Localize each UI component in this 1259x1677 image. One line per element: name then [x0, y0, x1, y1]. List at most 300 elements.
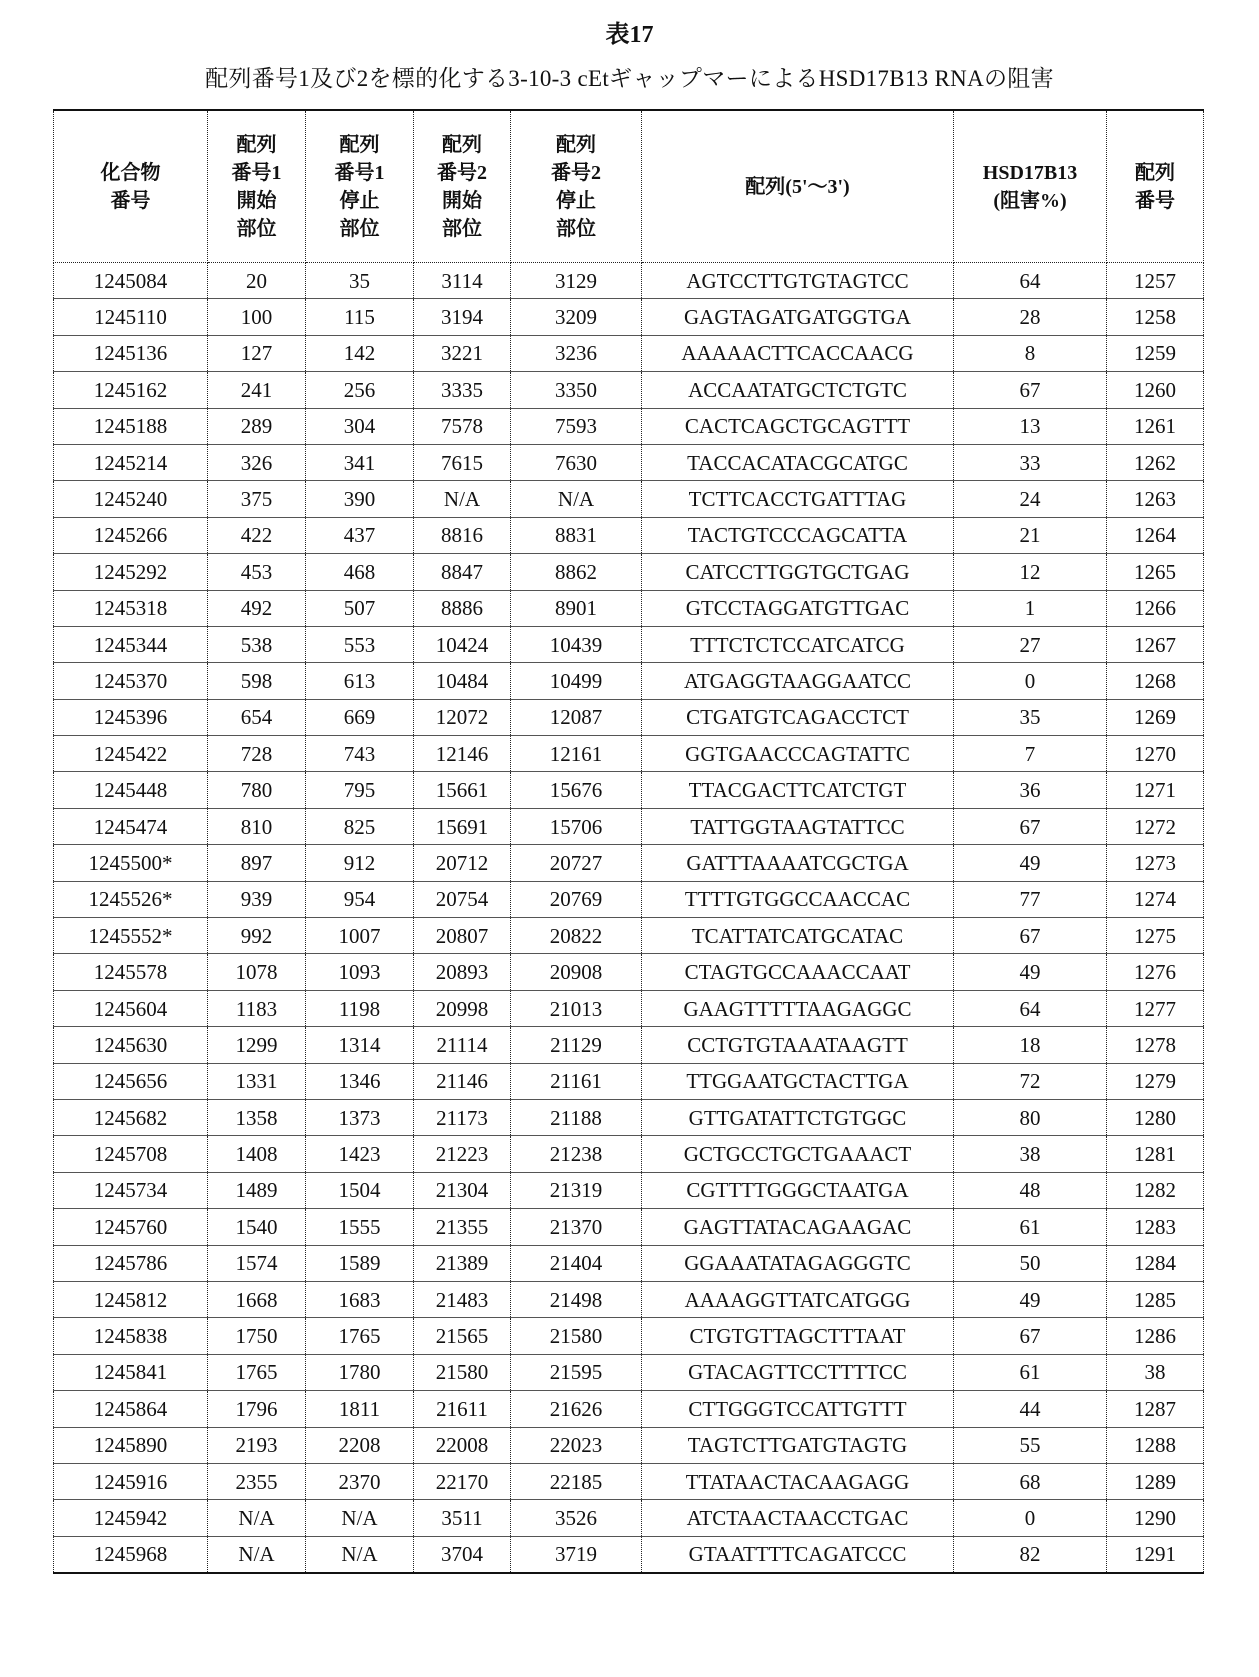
cell-seq2-start: 22170 [414, 1463, 511, 1499]
cell-inhibition-percent: 67 [954, 808, 1107, 844]
cell-inhibition-percent: 49 [954, 1281, 1107, 1317]
header-line: 配列 [556, 133, 596, 156]
cell-compound-number: 1245396 [54, 699, 208, 735]
cell-compound-number: 1245578 [54, 954, 208, 990]
cell-seq1-start: 20 [208, 263, 306, 299]
cell-seq1-stop: N/A [306, 1536, 414, 1573]
header-line: 停止 [556, 189, 596, 212]
cell-seq1-stop: 1314 [306, 1027, 414, 1063]
cell-seq1-start: 1358 [208, 1099, 306, 1135]
table-row [54, 517, 1204, 553]
cell-seq-id-number: 1290 [1107, 1500, 1204, 1536]
cell-seq-id-number: 1289 [1107, 1463, 1204, 1499]
cell-seq-id-number: 1279 [1107, 1063, 1204, 1099]
cell-sequence: GTCCTAGGATGTTGAC [642, 590, 954, 626]
cell-seq1-start: 127 [208, 335, 306, 371]
header-line: 配列 [1135, 161, 1175, 184]
cell-seq2-start: 20712 [414, 845, 511, 881]
cell-seq1-start: 453 [208, 554, 306, 590]
cell-compound-number: 1245474 [54, 808, 208, 844]
cell-seq1-stop: 954 [306, 881, 414, 917]
cell-sequence: CATCCTTGGTGCTGAG [642, 554, 954, 590]
cell-compound-number: 1245266 [54, 517, 208, 553]
cell-seq2-stop: 21238 [511, 1136, 642, 1172]
cell-sequence: GGTGAACCCAGTATTC [642, 736, 954, 772]
cell-seq1-start: 2355 [208, 1463, 306, 1499]
cell-compound-number: 1245838 [54, 1318, 208, 1354]
cell-seq2-start: 3335 [414, 372, 511, 408]
cell-sequence: AAAAACTTCACCAACG [642, 335, 954, 371]
header-seq-id-number [1107, 110, 1204, 263]
cell-inhibition-percent: 67 [954, 1318, 1107, 1354]
cell-seq1-stop: 1346 [306, 1063, 414, 1099]
cell-seq1-stop: 825 [306, 808, 414, 844]
cell-seq-id-number: 1262 [1107, 444, 1204, 480]
cell-seq1-stop: 613 [306, 663, 414, 699]
cell-seq1-start: 897 [208, 845, 306, 881]
cell-seq1-stop: 115 [306, 299, 414, 335]
cell-seq1-stop: 35 [306, 263, 414, 299]
cell-sequence: ATCTAACTAACCTGAC [642, 1500, 954, 1536]
cell-seq2-stop: 8862 [511, 554, 642, 590]
cell-inhibition-percent: 35 [954, 699, 1107, 735]
cell-inhibition-percent: 64 [954, 263, 1107, 299]
header-compound-number [54, 110, 208, 263]
header-line: HSD17B13 [982, 161, 1078, 184]
cell-seq1-start: 1540 [208, 1209, 306, 1245]
cell-seq1-stop: 507 [306, 590, 414, 626]
table-row [54, 626, 1204, 662]
table-row [54, 772, 1204, 808]
cell-seq2-stop: 3526 [511, 1500, 642, 1536]
cell-inhibition-percent: 28 [954, 299, 1107, 335]
cell-inhibition-percent: 24 [954, 481, 1107, 517]
table-row [54, 1391, 1204, 1427]
cell-sequence: GATTTAAAATCGCTGA [642, 845, 954, 881]
cell-seq-id-number: 1271 [1107, 772, 1204, 808]
cell-seq2-start: 3221 [414, 335, 511, 371]
table-caption: 配列番号1及び2を標的化する3-10-3 cEtギャップマーによるHSD17B13 RNAの阻害 [205, 66, 1054, 91]
cell-seq-id-number: 1275 [1107, 918, 1204, 954]
table-row [54, 444, 1204, 480]
cell-sequence: GAGTAGATGATGGTGA [642, 299, 954, 335]
cell-compound-number: 1245162 [54, 372, 208, 408]
cell-inhibition-percent: 61 [954, 1354, 1107, 1390]
cell-sequence: TTTTGTGGCCAACCAC [642, 881, 954, 917]
cell-inhibition-percent: 13 [954, 408, 1107, 444]
header-sequence [642, 110, 954, 263]
table-row [54, 481, 1204, 517]
cell-seq2-start: 15661 [414, 772, 511, 808]
table-number: 表17 [605, 22, 654, 48]
cell-compound-number: 1245422 [54, 736, 208, 772]
table-row [54, 954, 1204, 990]
cell-seq-id-number: 1280 [1107, 1099, 1204, 1135]
cell-seq2-stop: 21626 [511, 1391, 642, 1427]
table-row [54, 1136, 1204, 1172]
cell-inhibition-percent: 67 [954, 372, 1107, 408]
cell-seq2-stop: 8901 [511, 590, 642, 626]
cell-inhibition-percent: 67 [954, 918, 1107, 954]
table-row [54, 335, 1204, 371]
table-row [54, 699, 1204, 735]
cell-seq1-start: 1765 [208, 1354, 306, 1390]
cell-seq1-start: 1489 [208, 1172, 306, 1208]
cell-seq2-start: 8816 [414, 517, 511, 553]
cell-inhibition-percent: 38 [954, 1136, 1107, 1172]
cell-seq-id-number: 1264 [1107, 517, 1204, 553]
cell-seq2-stop: 20908 [511, 954, 642, 990]
table-row [54, 1063, 1204, 1099]
cell-seq1-start: 780 [208, 772, 306, 808]
header-line: 番号2 [551, 161, 601, 184]
cell-seq1-stop: 795 [306, 772, 414, 808]
cell-seq1-stop: 1373 [306, 1099, 414, 1135]
cell-seq1-start: 422 [208, 517, 306, 553]
cell-seq2-start: 21304 [414, 1172, 511, 1208]
cell-compound-number: 1245448 [54, 772, 208, 808]
cell-seq2-stop: 12161 [511, 736, 642, 772]
cell-seq1-start: 492 [208, 590, 306, 626]
cell-seq2-start: 8886 [414, 590, 511, 626]
cell-seq2-stop: 20727 [511, 845, 642, 881]
table-row [54, 1209, 1204, 1245]
cell-sequence: TCATTATCATGCATAC [642, 918, 954, 954]
cell-sequence: TTATAACTACAAGAGG [642, 1463, 954, 1499]
cell-inhibition-percent: 55 [954, 1427, 1107, 1463]
cell-seq-id-number: 1267 [1107, 626, 1204, 662]
cell-compound-number: 1245760 [54, 1209, 208, 1245]
cell-sequence: GAGTTATACAGAAGAC [642, 1209, 954, 1245]
cell-compound-number: 1245841 [54, 1354, 208, 1390]
table-row [54, 1027, 1204, 1063]
cell-compound-number: 1245370 [54, 663, 208, 699]
cell-seq2-stop: 3719 [511, 1536, 642, 1573]
cell-inhibition-percent: 68 [954, 1463, 1107, 1499]
inhibition-table [53, 109, 1204, 1574]
cell-seq-id-number: 1283 [1107, 1209, 1204, 1245]
cell-compound-number: 1245526* [54, 881, 208, 917]
cell-seq2-stop: 21013 [511, 990, 642, 1026]
table-row [54, 1172, 1204, 1208]
cell-seq2-stop: 21370 [511, 1209, 642, 1245]
cell-compound-number: 1245916 [54, 1463, 208, 1499]
cell-sequence: CGTTTTGGGCTAATGA [642, 1172, 954, 1208]
cell-seq1-stop: 1093 [306, 954, 414, 990]
cell-inhibition-percent: 1 [954, 590, 1107, 626]
cell-seq-id-number: 1288 [1107, 1427, 1204, 1463]
cell-seq1-start: 992 [208, 918, 306, 954]
cell-seq2-start: 21389 [414, 1245, 511, 1281]
cell-compound-number: 1245318 [54, 590, 208, 626]
header-line: 開始 [236, 189, 277, 212]
cell-seq1-stop: 2208 [306, 1427, 414, 1463]
cell-seq2-stop: 21404 [511, 1245, 642, 1281]
cell-inhibition-percent: 7 [954, 736, 1107, 772]
cell-seq-id-number: 1265 [1107, 554, 1204, 590]
cell-seq1-start: 375 [208, 481, 306, 517]
cell-seq-id-number: 1266 [1107, 590, 1204, 626]
cell-seq-id-number: 1269 [1107, 699, 1204, 735]
cell-seq-id-number: 1281 [1107, 1136, 1204, 1172]
cell-seq1-start: 1078 [208, 954, 306, 990]
cell-compound-number: 1245552* [54, 918, 208, 954]
cell-seq-id-number: 1278 [1107, 1027, 1204, 1063]
cell-inhibition-percent: 61 [954, 1209, 1107, 1245]
cell-seq2-start: 21223 [414, 1136, 511, 1172]
cell-sequence: GAAGTTTTTAAGAGGC [642, 990, 954, 1026]
cell-inhibition-percent: 21 [954, 517, 1107, 553]
cell-sequence: GGAAATATAGAGGGTC [642, 1245, 954, 1281]
cell-sequence: CTAGTGCCAAACCAAT [642, 954, 954, 990]
cell-compound-number: 1245734 [54, 1172, 208, 1208]
cell-sequence: TACTGTCCCAGCATTA [642, 517, 954, 553]
table-row [54, 1099, 1204, 1135]
cell-compound-number: 1245214 [54, 444, 208, 480]
cell-sequence: TCTTCACCTGATTTAG [642, 481, 954, 517]
cell-sequence: TATTGGTAAGTATTCC [642, 808, 954, 844]
cell-sequence: GTAATTTTCAGATCCC [642, 1536, 954, 1573]
cell-seq1-stop: 1198 [306, 990, 414, 1026]
table-row [54, 881, 1204, 917]
cell-seq2-stop: 12087 [511, 699, 642, 735]
cell-seq1-start: 1574 [208, 1245, 306, 1281]
cell-seq-id-number: 1258 [1107, 299, 1204, 335]
cell-sequence: GTACAGTTCCTTTTCC [642, 1354, 954, 1390]
cell-inhibition-percent: 44 [954, 1391, 1107, 1427]
header-line: 配列 [339, 133, 380, 156]
header-line: (阻害%) [993, 189, 1067, 212]
cell-inhibition-percent: 80 [954, 1099, 1107, 1135]
cell-seq1-start: 728 [208, 736, 306, 772]
cell-seq2-start: 3511 [414, 1500, 511, 1536]
cell-seq1-stop: 468 [306, 554, 414, 590]
header-line: 部位 [236, 217, 277, 240]
header-line: 部位 [442, 217, 482, 240]
table-row [54, 845, 1204, 881]
cell-seq-id-number: 1284 [1107, 1245, 1204, 1281]
cell-seq2-stop: 21129 [511, 1027, 642, 1063]
table-row [54, 554, 1204, 590]
table-row [54, 1427, 1204, 1463]
cell-seq1-start: 1668 [208, 1281, 306, 1317]
cell-seq-id-number: 1277 [1107, 990, 1204, 1026]
cell-seq1-stop: 1780 [306, 1354, 414, 1390]
cell-seq2-start: 21483 [414, 1281, 511, 1317]
table-body [54, 263, 1204, 1574]
cell-seq1-start: 289 [208, 408, 306, 444]
table-row [54, 1463, 1204, 1499]
cell-seq2-start: 21146 [414, 1063, 511, 1099]
cell-seq2-stop: 22185 [511, 1463, 642, 1499]
cell-seq2-stop: 21498 [511, 1281, 642, 1317]
table-row [54, 299, 1204, 335]
cell-seq2-start: 20998 [414, 990, 511, 1026]
cell-sequence: TTTCTCTCCATCATCG [642, 626, 954, 662]
cell-seq1-start: 1750 [208, 1318, 306, 1354]
cell-seq2-stop: 3236 [511, 335, 642, 371]
header-line: 部位 [556, 217, 596, 240]
cell-seq1-stop: 1765 [306, 1318, 414, 1354]
cell-seq2-start: 3704 [414, 1536, 511, 1573]
cell-seq2-stop: 21161 [511, 1063, 642, 1099]
cell-seq1-stop: 912 [306, 845, 414, 881]
cell-seq1-start: 654 [208, 699, 306, 735]
cell-sequence: AAAAGGTTATCATGGG [642, 1281, 954, 1317]
table-row [54, 1245, 1204, 1281]
cell-seq2-start: N/A [414, 481, 511, 517]
cell-seq2-stop: 20769 [511, 881, 642, 917]
cell-sequence: GCTGCCTGCTGAAACT [642, 1136, 954, 1172]
cell-inhibition-percent: 50 [954, 1245, 1107, 1281]
cell-seq-id-number: 1268 [1107, 663, 1204, 699]
cell-seq1-stop: 2370 [306, 1463, 414, 1499]
cell-compound-number: 1245344 [54, 626, 208, 662]
cell-seq-id-number: 1282 [1107, 1172, 1204, 1208]
cell-seq2-start: 20807 [414, 918, 511, 954]
cell-seq-id-number: 1287 [1107, 1391, 1204, 1427]
table-row [54, 590, 1204, 626]
cell-compound-number: 1245682 [54, 1099, 208, 1135]
cell-inhibition-percent: 36 [954, 772, 1107, 808]
cell-sequence: CTGTGTTAGCTTTAAT [642, 1318, 954, 1354]
cell-seq2-start: 21355 [414, 1209, 511, 1245]
cell-seq1-start: N/A [208, 1500, 306, 1536]
cell-seq1-start: 1408 [208, 1136, 306, 1172]
cell-seq2-start: 21565 [414, 1318, 511, 1354]
header-inhibition-percent [954, 110, 1107, 263]
header-line: 配列 [442, 133, 482, 156]
header-line: 番号 [110, 189, 151, 212]
cell-compound-number: 1245500* [54, 845, 208, 881]
cell-seq-id-number: 1263 [1107, 481, 1204, 517]
cell-seq2-start: 20754 [414, 881, 511, 917]
cell-seq2-start: 3194 [414, 299, 511, 335]
cell-seq2-stop: N/A [511, 481, 642, 517]
cell-compound-number: 1245812 [54, 1281, 208, 1317]
cell-compound-number: 1245942 [54, 1500, 208, 1536]
cell-seq1-start: 241 [208, 372, 306, 408]
cell-sequence: CCTGTGTAAATAAGTT [642, 1027, 954, 1063]
header-line: 部位 [339, 217, 380, 240]
cell-seq1-stop: 304 [306, 408, 414, 444]
cell-sequence: ACCAATATGCTCTGTC [642, 372, 954, 408]
table-row [54, 663, 1204, 699]
table-row [54, 408, 1204, 444]
cell-seq2-start: 10484 [414, 663, 511, 699]
header-line: 番号2 [437, 161, 487, 184]
cell-seq-id-number: 1260 [1107, 372, 1204, 408]
cell-seq-id-number: 1257 [1107, 263, 1204, 299]
cell-seq-id-number: 1274 [1107, 881, 1204, 917]
cell-seq2-stop: 21188 [511, 1099, 642, 1135]
cell-seq-id-number: 38 [1107, 1354, 1204, 1390]
header-seq1-start [208, 110, 306, 263]
cell-compound-number: 1245110 [54, 299, 208, 335]
cell-seq1-start: 1183 [208, 990, 306, 1026]
cell-seq-id-number: 1273 [1107, 845, 1204, 881]
table-row [54, 918, 1204, 954]
header-seq1-stop [306, 110, 414, 263]
cell-seq1-stop: N/A [306, 1500, 414, 1536]
cell-sequence: CACTCAGCTGCAGTTT [642, 408, 954, 444]
header-line: 配列 [236, 133, 277, 156]
cell-compound-number: 1245786 [54, 1245, 208, 1281]
cell-seq2-stop: 8831 [511, 517, 642, 553]
cell-compound-number: 1245188 [54, 408, 208, 444]
cell-sequence: TTACGACTTCATCTGT [642, 772, 954, 808]
cell-seq2-stop: 21580 [511, 1318, 642, 1354]
cell-seq2-stop: 7593 [511, 408, 642, 444]
cell-inhibition-percent: 8 [954, 335, 1107, 371]
cell-seq1-stop: 1811 [306, 1391, 414, 1427]
cell-seq1-stop: 669 [306, 699, 414, 735]
cell-seq-id-number: 1276 [1107, 954, 1204, 990]
cell-seq1-start: 939 [208, 881, 306, 917]
table-row [54, 990, 1204, 1026]
cell-seq2-stop: 7630 [511, 444, 642, 480]
cell-seq1-stop: 1683 [306, 1281, 414, 1317]
cell-inhibition-percent: 49 [954, 845, 1107, 881]
header-seq2-stop [511, 110, 642, 263]
cell-sequence: AGTCCTTGTGTAGTCC [642, 263, 954, 299]
cell-sequence: TTGGAATGCTACTTGA [642, 1063, 954, 1099]
cell-seq1-stop: 553 [306, 626, 414, 662]
cell-seq2-start: 12072 [414, 699, 511, 735]
cell-seq1-stop: 341 [306, 444, 414, 480]
cell-seq2-stop: 3129 [511, 263, 642, 299]
header-line: 番号1 [231, 161, 282, 184]
table-row [54, 263, 1204, 299]
table-row [54, 1354, 1204, 1390]
cell-seq2-stop: 10499 [511, 663, 642, 699]
header-seq2-start [414, 110, 511, 263]
cell-sequence: ATGAGGTAAGGAATCC [642, 663, 954, 699]
cell-sequence: TAGTCTTGATGTAGTG [642, 1427, 954, 1463]
cell-seq1-stop: 1423 [306, 1136, 414, 1172]
cell-seq2-start: 15691 [414, 808, 511, 844]
cell-seq-id-number: 1261 [1107, 408, 1204, 444]
cell-seq1-stop: 256 [306, 372, 414, 408]
header-row [54, 110, 1204, 263]
cell-seq1-start: 1796 [208, 1391, 306, 1427]
cell-seq2-stop: 15676 [511, 772, 642, 808]
cell-sequence: TACCACATACGCATGC [642, 444, 954, 480]
cell-seq1-stop: 437 [306, 517, 414, 553]
cell-compound-number: 1245890 [54, 1427, 208, 1463]
cell-seq2-stop: 21595 [511, 1354, 642, 1390]
cell-compound-number: 1245136 [54, 335, 208, 371]
cell-seq2-start: 10424 [414, 626, 511, 662]
cell-inhibition-percent: 12 [954, 554, 1107, 590]
cell-inhibition-percent: 49 [954, 954, 1107, 990]
cell-seq2-start: 12146 [414, 736, 511, 772]
header-line: 番号 [1135, 189, 1175, 212]
cell-seq1-start: 810 [208, 808, 306, 844]
header-line: 配列(5'～3') [745, 175, 850, 198]
cell-inhibition-percent: 27 [954, 626, 1107, 662]
cell-compound-number: 1245240 [54, 481, 208, 517]
cell-seq1-start: 1331 [208, 1063, 306, 1099]
cell-seq1-stop: 1007 [306, 918, 414, 954]
cell-seq2-start: 21611 [414, 1391, 511, 1427]
cell-inhibition-percent: 77 [954, 881, 1107, 917]
cell-seq2-stop: 20822 [511, 918, 642, 954]
header-line: 停止 [339, 189, 380, 212]
cell-seq-id-number: 1272 [1107, 808, 1204, 844]
cell-compound-number: 1245864 [54, 1391, 208, 1427]
cell-seq1-start: 100 [208, 299, 306, 335]
